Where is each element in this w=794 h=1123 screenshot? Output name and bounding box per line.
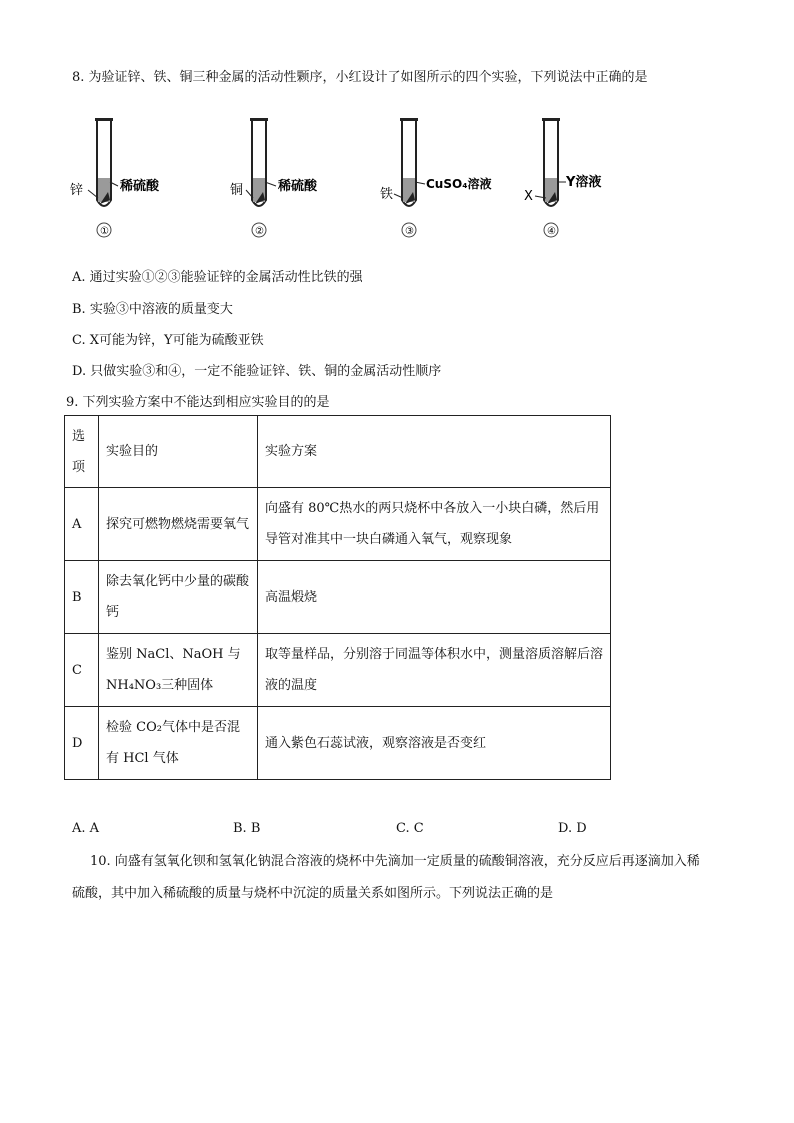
header-goal: 实验目的 xyxy=(99,416,258,488)
tube4-liquid-label: Y溶液 xyxy=(566,175,602,190)
row-goal: 除去氧化钙中少量的碳酸钙 xyxy=(99,561,258,634)
table-row xyxy=(65,561,611,634)
question-10-stem-line-2: 硫酸，其中加入稀硫酸的质量与烧杯中沉淀的质量关系如图所示。下列说法正确的是 xyxy=(72,886,554,901)
row-option: B xyxy=(65,561,99,634)
q9-answer-a: A. A xyxy=(72,821,100,836)
test-tube-3-figure xyxy=(370,112,510,242)
test-tube-2-figure xyxy=(220,112,340,242)
q9-answer-b: B. B xyxy=(233,821,261,836)
q8-option-c: C. X可能为锌，Y可能为硫酸亚铁 xyxy=(72,333,264,348)
table-header-row xyxy=(65,416,611,488)
row-goal: 探究可燃物燃烧需要氧气 xyxy=(99,488,258,561)
row-plan: 高温煅烧 xyxy=(258,561,611,634)
q8-option-b: B. 实验③中溶液的质量变大 xyxy=(72,302,233,317)
table-row xyxy=(65,634,611,707)
q9-answer-c: C. C xyxy=(396,821,424,836)
row-option: A xyxy=(65,488,99,561)
tube2-liquid-label: 稀硫酸 xyxy=(278,179,318,194)
question-8-stem: 8. 为验证锌、铁、铜三种金属的活动性颗序，小红设计了如图所示的四个实验，下列说法中正确的是 xyxy=(72,70,648,85)
header-plan: 实验方案 xyxy=(258,416,611,488)
tube1-liquid-label: 稀硫酸 xyxy=(120,179,160,194)
tube2-number: ② xyxy=(255,226,264,237)
q8-experiment-figures xyxy=(70,112,630,242)
row-goal: 鉴别 NaCl、NaOH 与 NH₄NO₃三种固体 xyxy=(99,634,258,707)
question-10-stem-line-1: 10. 向盛有氢氧化钡和氢氧化钠混合溶液的烧杯中先滴加一定质量的硫酸铜溶液，充分反应后再逐滴加入稀 xyxy=(90,854,700,869)
row-goal: 检验 CO₂气体中是否混有 HCl 气体 xyxy=(99,707,258,780)
q9-answer-d: D. D xyxy=(558,821,587,836)
tube4-number: ④ xyxy=(547,226,556,237)
row-plan: 向盛有 80℃热水的两只烧杯中各放入一小块白磷，然后用导管对准其中一块白磷通入氧气，观察现象 xyxy=(258,488,611,561)
tube3-metal-label: 铁 xyxy=(380,187,394,202)
tube3-liquid-label: CuSO₄溶液 xyxy=(426,177,492,191)
test-tube-4-figure xyxy=(520,112,630,242)
tube3-number: ③ xyxy=(405,226,414,237)
header-option: 选项 xyxy=(65,416,99,488)
row-option: D xyxy=(65,707,99,780)
row-plan: 取等量样品，分别溶于同温等体积水中，测量溶质溶解后溶液的温度 xyxy=(258,634,611,707)
table-row xyxy=(65,488,611,561)
tube2-metal-label: 铜 xyxy=(230,183,244,198)
q9-experiment-table xyxy=(64,415,611,780)
test-tube-1-figure xyxy=(70,112,180,242)
tube1-metal-label: 锌 xyxy=(70,183,84,198)
row-option: C xyxy=(65,634,99,707)
tube1-number: ① xyxy=(100,226,109,237)
q8-option-d: D. 只做实验③和④，一定不能验证锌、铁、铜的金属活动性顺序 xyxy=(72,364,442,379)
row-plan: 通入紫色石蕊试液，观察溶液是否变红 xyxy=(258,707,611,780)
table-row xyxy=(65,707,611,780)
tube4-metal-label: X xyxy=(524,189,533,204)
question-9-stem: 9. 下列实验方案中不能达到相应实验目的的是 xyxy=(66,395,330,410)
q8-option-a: A. 通过实验①②③能验证锌的金属活动性比铁的强 xyxy=(72,270,363,285)
